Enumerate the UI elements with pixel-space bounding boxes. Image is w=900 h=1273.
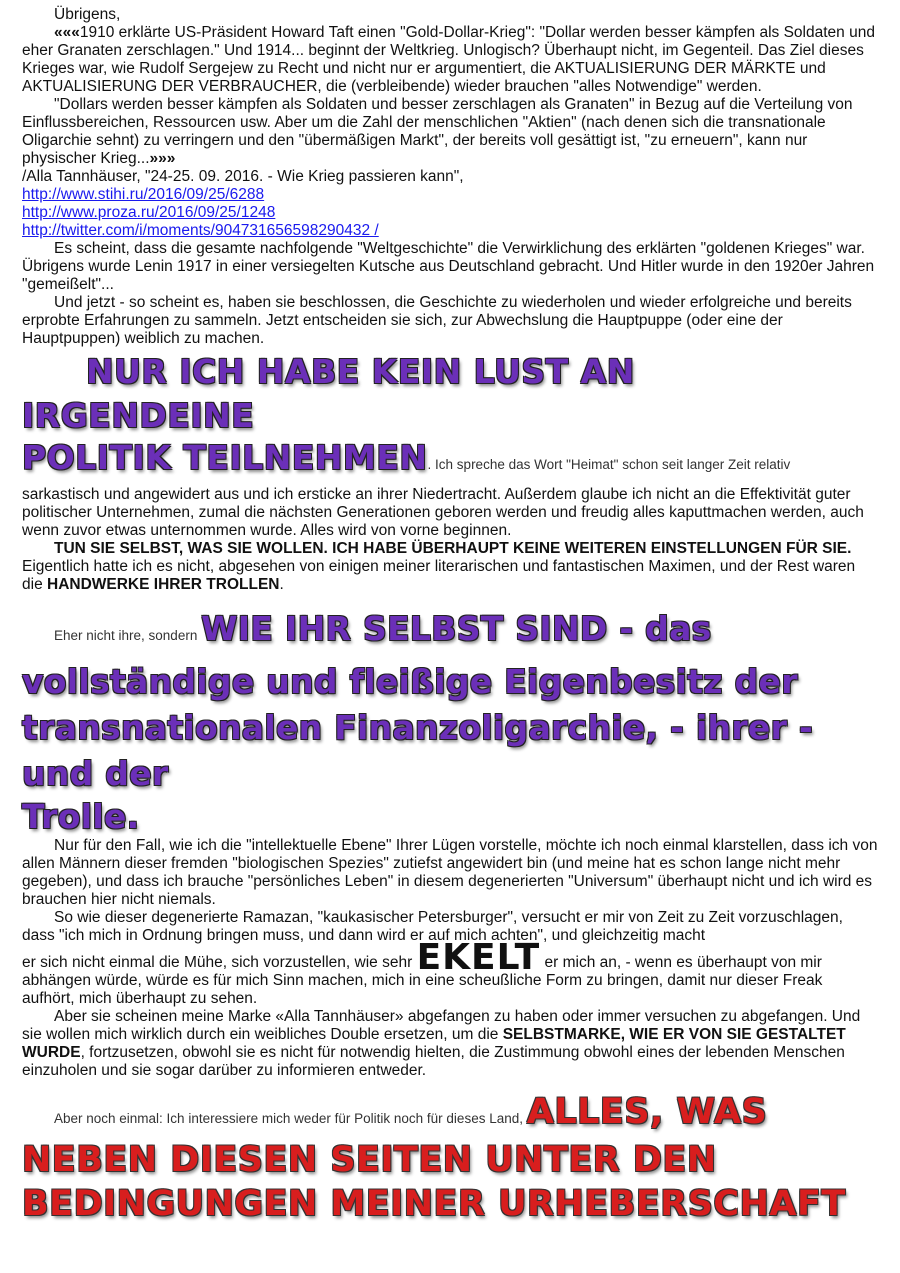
bold-tun-sie: TUN SIE SELBST, WAS SIE WOLLEN. ICH HABE ÜBERHAUPT KEINE WEITEREN EINSTELLUNGEN FÜR SIE. — [54, 540, 852, 557]
quote-close-marks: »»» — [149, 150, 176, 167]
link-stihi[interactable]: http://www.stihi.ru/2016/09/25/6288 — [22, 186, 265, 203]
headline-nur-ich: NUR ICH HABE KEIN LUST AN IRGENDEINE — [22, 352, 635, 435]
text-aber-noch: Aber noch einmal: Ich interessiere mich weder für Politik noch für dieses Land, — [54, 1111, 527, 1126]
quote-paragraph-2 — [22, 96, 878, 168]
text-marke: Aber sie scheinen meine Marke «Alla Tannhäuser» abgefangen zu haben oder immer versuchen zu abgefangen. Und sie wollen mich wirklich durch ein weibliches Double ersetzen, um die — [22, 1008, 861, 1043]
bold-selbstmarke: SELBSTMARKE, WIE ER VON SIE GESTALTET WURDE — [22, 1026, 846, 1061]
quote-open-marks: ««« — [54, 24, 80, 41]
paragraph-heimat-start: . Ich spreche das Wort "Heimat" schon seit langer Zeit relativ — [427, 457, 791, 472]
text-period: . — [279, 576, 284, 593]
word-ekelt: EKELT — [416, 937, 541, 978]
paragraph-marke — [22, 1008, 878, 1080]
bold-handwerke: HANDWERKE IHRER TROLLEN — [47, 576, 280, 593]
headline-alles-was: ALLES, WAS — [526, 1092, 768, 1132]
paragraph-intro: Übrigens, — [54, 6, 121, 23]
headline-trolle: Trolle. — [22, 797, 140, 836]
paragraph-tun-sie — [22, 540, 878, 594]
headline-vollstaendige: vollständige und fleißige Eigenbesitz der — [22, 662, 798, 701]
quote-text-2: "Dollars werden besser kämpfen als Soldaten und besser zerschlagen als Granaten" in Bezug auf die Verteilung von Einflussbereichen, Ressourcen usw. Aber um die Zahl der menschlichen "Aktien" (nach denen sich die transnationale Oligarchie sehnt) zu verringern und den "übermäßigen Markt", der bereits voll gesättigt ist, "zu erneuern", kann nur physischer Krieg... — [22, 96, 853, 167]
text-marke-end: , fortzusetzen, obwohl sie es nicht für notwendig hielten, die Zustimmung obwohl eines der lebenden Menschen einzuholen und sie sogar darüber zu informieren entweder. — [22, 1044, 845, 1079]
text-after-ekelt: er mich an, - wenn es überhaupt von mir abhängen würde, würde es für mich Sinn machen, mich in eine scheußliche Form zu bringen, damit nur dieser Freak aufhört, mich überhaupt zu sehen. — [22, 954, 823, 1007]
text-eher-nicht: Eher nicht ihre, sondern — [54, 628, 202, 643]
paragraph-nur-fuer-den-fall: Nur für den Fall, wie ich die "intellektuelle Ebene" Ihrer Lügen vorstelle, möchte ich noch einmal klarstellen, dass ich von allen Männern dieser fremden "biologischen Spezies" zutiefst angewidert bin (und meine hat es schon lange nicht mehr gegeben), und dass ich brauche "persönliches Leben" in diesem degenerierten "Universum" überhaupt nicht und ich wird es brauchen hier nicht niemals. — [22, 837, 878, 908]
paragraph-repeat-history: Und jetzt - so scheint es, haben sie beschlossen, die Geschichte zu wiederholen und wieder erfolgreiche und bereits erprobte Erfahrungen zu sammeln. Jetzt entscheiden sie sich, zur Abwechslung die Hauptpuppe (oder eine der Hauptpuppen) weiblich zu machen. — [22, 294, 852, 347]
headline-politik: POLITIK TEILNEHMEN — [22, 438, 428, 477]
paragraph-world-history: Es scheint, dass die gesamte nachfolgende "Weltgeschichte" die Verwirklichung des erklärten "goldenen Krieges" war. Übrigens wurde Lenin 1917 in einer versiegelten Kutsche aus Deutschland gebracht. Und Hitler wurde in den 1920er Jahren "gemeißelt"... — [22, 240, 875, 293]
headline-neben-diesen: NEBEN DIESEN SEITEN UNTER DEN — [22, 1140, 717, 1180]
text-before-ekelt: er sich nicht einmal die Mühe, sich vorzustellen, wie sehr — [22, 954, 417, 971]
link-proza[interactable]: http://www.proza.ru/2016/09/25/1248 — [22, 204, 276, 221]
headline-transnationalen: transnationalen Finanzoligarchie, - ihrer - und der — [22, 708, 813, 793]
paragraph-politik — [22, 436, 878, 480]
quote-paragraph-1 — [22, 24, 878, 96]
text-eigentlich: Eigentlich hatte ich es nicht, abgesehen von einigen meiner literarischen und fantastischen Maximen, und der Rest waren die — [22, 558, 856, 593]
source-attribution: /Alla Tannhäuser, "24-25. 09. 2016. - Wie Krieg passieren kann", — [22, 168, 464, 185]
paragraph-ramazan: So wie dieser degenerierte Ramazan, "kaukasischer Petersburger", versucht er mir von Zeit zu Zeit vorzuschlagen, dass "ich mich in Ordnung bringen muss, und dann wird er auf mich achten", und gleichzeitig macht — [22, 909, 843, 944]
paragraph-heimat-cont: sarkastisch und angewidert aus und ich ersticke an ihrer Niedertracht. Außerdem glaube ich nicht an die Effektivität guter politischer Unternehmen, zumal die nächsten Generationen geboren werden und freudig alles kaputtmachen werden, auch wenn zuvor etwas unternommen wurde. Alles wird von vorne beginnen. — [22, 486, 864, 539]
headline-wie-ihr: WIE IHR SELBST SIND - das — [201, 609, 712, 648]
link-twitter[interactable]: http://twitter.com/i/moments/904731656598290432 / — [22, 222, 379, 239]
quote-text-1: 1910 erklärte US-Präsident Howard Taft einen "Gold-Dollar-Krieg": "Dollar werden besser kämpfen als Soldaten und eher Granaten zerschlagen." Und 1914... beginnt der Weltkrieg. Unlogisch? Überhaupt nicht, im Gegenteil. Das Ziel dieses Krieges war, wie Rudolf Sergejew zu Recht und nicht nur er argumentiert, die AKTUALISIERUNG DER MÄRKTE und AKTUALISIERUNG DER VERBRAUCHER, die (verbleibende) wieder brauchen "alles Notwendige" werden. — [22, 24, 875, 95]
headline-bedingungen: BEDINGUNGEN MEINER URHEBERSCHAFT — [22, 1184, 846, 1224]
paragraph-eher-nicht — [22, 606, 878, 659]
paragraph-aber-noch — [22, 1090, 878, 1134]
paragraph-ekelt — [22, 937, 878, 1008]
